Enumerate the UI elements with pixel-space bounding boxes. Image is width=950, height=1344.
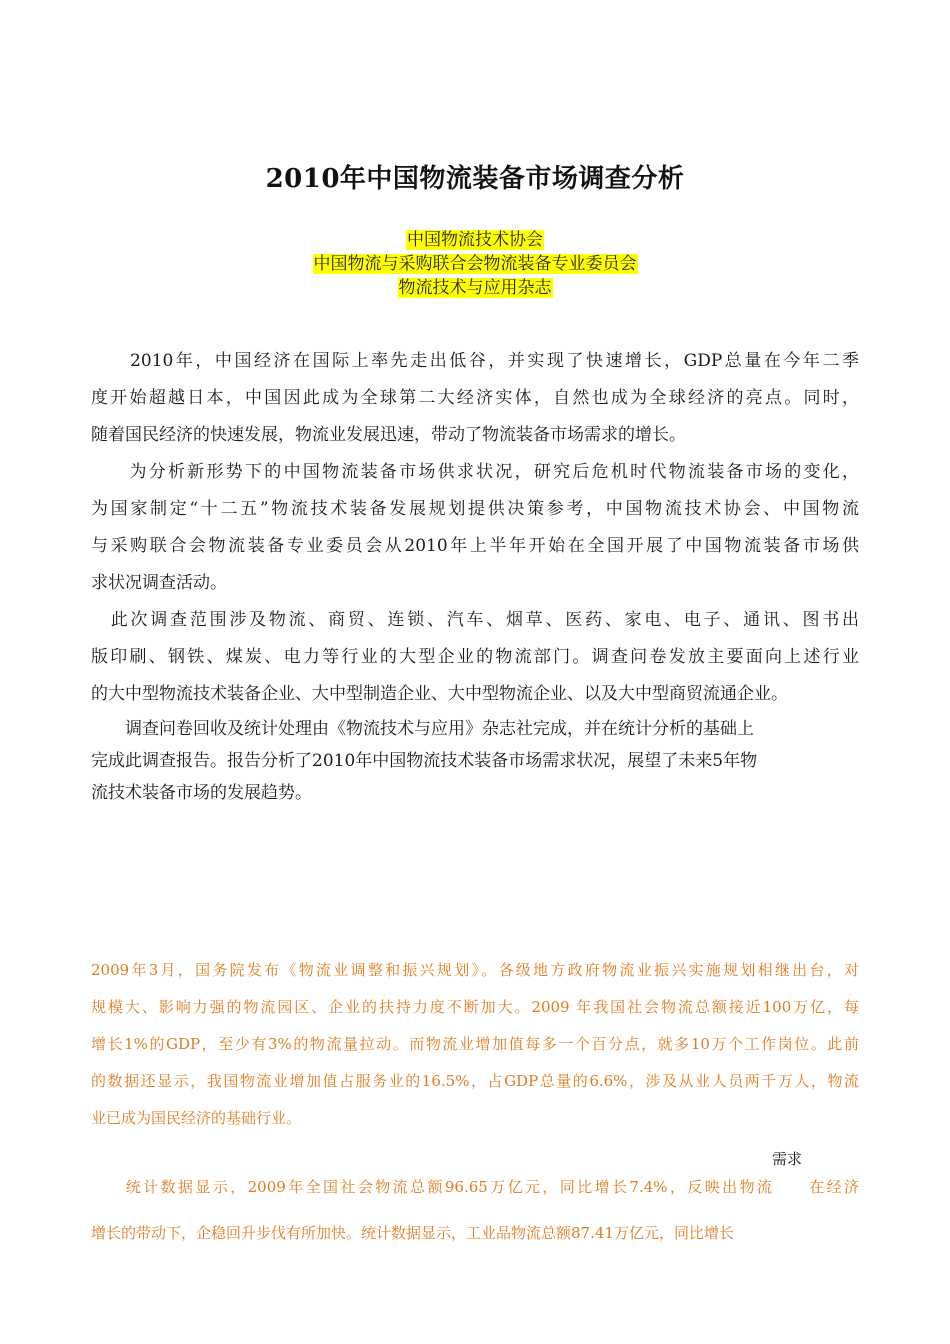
organization-line — [0, 228, 950, 252]
paragraph-line: 求状况调查活动。 — [91, 573, 227, 593]
paragraph-line: 的数据还显示，我国物流业增加值占服务业的16.5%，占GDP总量的6.6%，涉及从业人员两千万人，物流 — [91, 1072, 859, 1090]
paragraph-line: 2009年3月，国务院发布《物流业调整和振兴规划》。各级地方政府物流业振兴实施规划相继出台，对 — [91, 961, 859, 979]
body-paragraph — [91, 454, 859, 602]
paragraph-line: 规模大、影响力强的物流园区、企业的扶持力度不断加大。2009 年我国社会物流总额接近100万亿，每 — [91, 998, 859, 1016]
paragraph-line: 增长1%的GDP，至少有3%的物流量拉动。而物流业增加值每多一个百分点，就多10万个工作岗位。此前 — [91, 1035, 859, 1053]
body-paragraph — [91, 602, 859, 713]
paragraph-line: 版印刷、钢铁、煤炭、电力等行业的大型企业的物流部门。调查问卷发放主要面向上述行业 — [91, 647, 859, 667]
paragraph-line: 为国家制定“十二五”物流技术装备发展规划提供决策参考，中国物流技术协会、中国物流 — [91, 499, 859, 519]
paragraph-line: 统计数据显示，2009年全国社会物流总额96.65万亿元，同比增长7.4%，反映出物流 在经济 — [91, 1178, 859, 1196]
organization-name: 物流技术与应用杂志 — [398, 278, 552, 298]
body-paragraph — [91, 713, 859, 809]
orange-paragraph — [91, 1164, 859, 1256]
organization-list — [0, 228, 950, 300]
paragraph-line: 此次调查范围涉及物流、商贸、连锁、汽车、烟草、医药、家电、电子、通讯、图书出 — [91, 610, 859, 630]
paragraph-line: 的大中型物流技术装备企业、大中型制造企业、大中型物流企业、以及大中型商贸流通企业。 — [91, 684, 788, 704]
paragraph-line: 增长的带动下，企稳回升步伐有所加快。统计数据显示，工业品物流总额87.41万亿元，同比增长 — [91, 1224, 734, 1242]
margin-note: 需求 — [772, 1150, 803, 1168]
body-paragraph — [91, 343, 859, 454]
paragraph-line: 流技术装备市场的发展趋势。 — [91, 783, 312, 803]
paragraph-line: 业已成为国民经济的基础行业。 — [91, 1109, 302, 1127]
organization-line — [0, 276, 950, 300]
organization-line — [0, 252, 950, 276]
paragraph-line: 与采购联合会物流装备专业委员会从2010年上半年开始在全国开展了中国物流装备市场供 — [91, 536, 859, 556]
paragraph-line: 调查问卷回收及统计处理由《物流技术与应用》杂志社完成，并在统计分析的基础上 — [91, 719, 754, 739]
paragraph-line: 2010年，中国经济在国际上率先走出低谷，并实现了快速增长，GDP总量在今年二季 — [91, 351, 859, 371]
orange-paragraph — [91, 952, 859, 1137]
paragraph-line: 随着国民经济的快速发展，物流业发展迅速，带动了物流装备市场需求的增长。 — [91, 425, 686, 445]
paragraph-line: 为分析新形势下的中国物流装备市场供求状况，研究后危机时代物流装备市场的变化， — [91, 462, 859, 482]
organization-name: 中国物流与采购联合会物流装备专业委员会 — [313, 254, 637, 274]
document-title: 2010年中国物流装备市场调查分析 — [265, 164, 685, 194]
paragraph-line: 度开始超越日本，中国因此成为全球第二大经济实体，自然也成为全球经济的亮点。同时， — [91, 388, 859, 408]
organization-name: 中国物流技术协会 — [407, 230, 543, 250]
paragraph-line: 完成此调查报告。报告分析了2010年中国物流技术装备市场需求状况，展望了未来5年物 — [91, 751, 758, 771]
